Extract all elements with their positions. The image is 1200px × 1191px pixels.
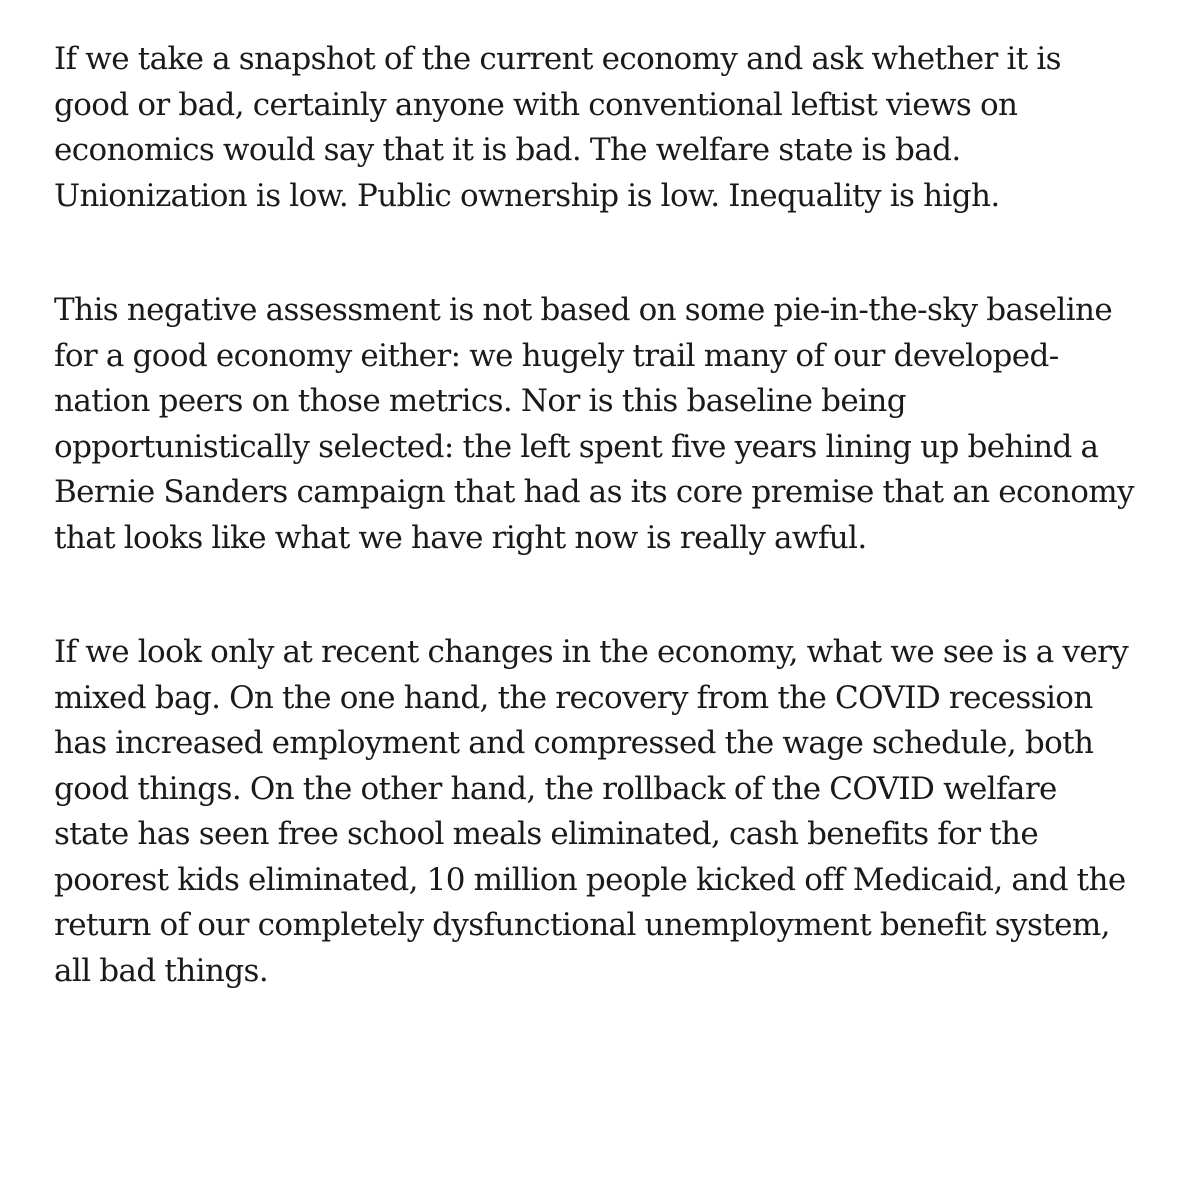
paragraph-1-line-4: Unionization is low. Public ownership is low. Inequality is high.: [54, 177, 1000, 214]
article-body: [54, 37, 1174, 994]
paragraph-1-line-1: If we take a snapshot of the current economy and ask whether it is: [54, 41, 1061, 77]
paragraph-2: [54, 288, 1174, 561]
paragraph-3: [54, 630, 1174, 994]
paragraph-3-line-5: state has seen free school meals eliminated, cash benefits for the: [54, 816, 1039, 852]
paragraph-2-line-2: for a good economy either: we hugely trail many of our developed-: [54, 337, 1059, 374]
paragraph-2-line-5: Bernie Sanders campaign that had as its core premise that an economy: [54, 474, 1134, 510]
paragraph-3-line-3: has increased employment and compressed the wage schedule, both: [54, 725, 1094, 761]
paragraph-3-line-6: poorest kids eliminated, 10 million people kicked off Medicaid, and the: [54, 861, 1126, 898]
paragraph-2-line-6: that looks like what we have right now is really awful.: [54, 519, 867, 556]
paragraph-2-line-3: nation peers on those metrics. Nor is this baseline being: [54, 383, 907, 419]
paragraph-2-line-4: opportunistically selected: the left spent five years lining up behind a: [54, 428, 1099, 465]
paragraph-3-line-2: mixed bag. On the one hand, the recovery from the COVID recession: [54, 679, 1093, 716]
paragraph-3-line-7: return of our completely dysfunctional unemployment benefit system,: [54, 907, 1110, 943]
paragraph-1-line-2: good or bad, certainly anyone with conventional leftist views on: [54, 86, 1018, 123]
paragraph-1-line-3: economics would say that it is bad. The welfare state is bad.: [54, 132, 961, 168]
paragraph-2-line-1: This negative assessment is not based on some pie-in-the-sky baseline: [54, 292, 1113, 328]
paragraph-1: [54, 37, 1174, 219]
paragraph-3-line-8: all bad things.: [54, 952, 269, 989]
paragraph-3-line-4: good things. On the other hand, the rollback of the COVID welfare: [54, 770, 1057, 807]
paragraph-3-line-1: If we look only at recent changes in the economy, what we see is a very: [54, 634, 1129, 670]
